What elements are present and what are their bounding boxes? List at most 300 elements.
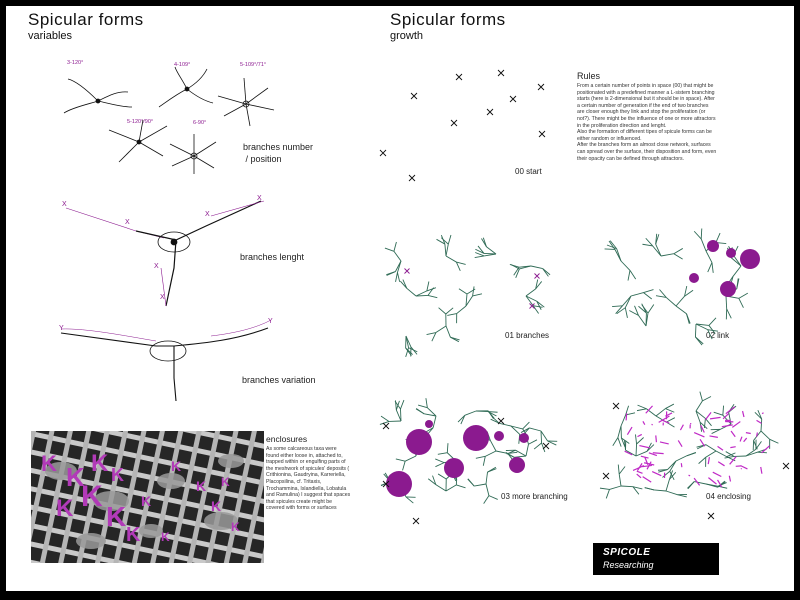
branch-segment bbox=[653, 246, 661, 256]
branch-segment bbox=[400, 400, 403, 409]
branch-segment bbox=[695, 337, 703, 344]
branch-segment bbox=[414, 444, 416, 456]
branch-segment bbox=[406, 348, 409, 357]
branch-segment bbox=[696, 324, 708, 330]
branch-segment bbox=[729, 412, 731, 424]
branch-segment bbox=[615, 249, 621, 261]
branch-segment bbox=[474, 484, 486, 486]
branch-segment bbox=[483, 456, 485, 465]
branch-segment bbox=[731, 247, 732, 257]
branch-segment bbox=[656, 234, 657, 244]
enclosure-edge bbox=[710, 417, 721, 419]
enclosure-edge bbox=[643, 477, 652, 482]
enclosure-edge bbox=[761, 467, 762, 474]
enclosure-edge bbox=[659, 416, 670, 422]
branch-segment bbox=[476, 411, 488, 412]
attractor-circle bbox=[720, 281, 736, 297]
branch-segment bbox=[511, 426, 523, 429]
branch-segment bbox=[466, 296, 473, 306]
enclosure-edge bbox=[740, 437, 742, 442]
branch-segment bbox=[676, 456, 687, 461]
branch-segment bbox=[734, 255, 741, 266]
branch-segment bbox=[718, 486, 727, 488]
enclosure-edge bbox=[746, 433, 751, 434]
branch-segment bbox=[406, 336, 409, 348]
enclosure-edge bbox=[731, 431, 735, 437]
photo-k-marker: K bbox=[111, 465, 124, 485]
branch-segment bbox=[708, 263, 712, 273]
branch-segment bbox=[726, 289, 737, 296]
branch-segment bbox=[456, 262, 465, 264]
attractor-circle bbox=[509, 457, 525, 473]
rules-heading: Rules bbox=[577, 71, 601, 81]
enclosure-edge bbox=[708, 457, 709, 464]
enclosure-edge bbox=[660, 442, 669, 444]
enclosures-title: enclosures bbox=[266, 434, 308, 444]
enclosure-edge bbox=[637, 434, 641, 436]
branch-segment bbox=[380, 421, 389, 424]
branch-segment bbox=[746, 449, 756, 456]
branch-segment bbox=[729, 404, 734, 412]
enclosure-edge bbox=[653, 453, 664, 454]
branch-segment bbox=[396, 410, 401, 421]
branch-segment bbox=[666, 297, 676, 306]
branch-segment bbox=[638, 306, 646, 313]
branch-segment bbox=[548, 441, 557, 445]
branch-segment bbox=[658, 470, 667, 473]
photo-k-marker: K bbox=[161, 530, 170, 544]
right-title: Spicular forms bbox=[390, 10, 506, 29]
branch-segment bbox=[418, 439, 426, 444]
branch-segment bbox=[685, 286, 687, 296]
enclosure-edge bbox=[718, 480, 722, 487]
branch-segment bbox=[395, 400, 396, 410]
form-label-3: 5-109°/71° bbox=[240, 62, 267, 68]
photo-k-marker: K bbox=[171, 458, 182, 474]
x-mark bbox=[603, 473, 609, 479]
branch-segment bbox=[666, 418, 675, 422]
branch-segment bbox=[617, 249, 621, 261]
branch-segment bbox=[621, 261, 630, 270]
branch-segment bbox=[770, 439, 779, 443]
enclosure-edge bbox=[656, 435, 657, 442]
branch-segment bbox=[723, 415, 731, 424]
branch-segment bbox=[631, 293, 644, 296]
branch-segment bbox=[718, 482, 726, 487]
length-marker-4: X bbox=[257, 195, 262, 202]
branch-segment bbox=[669, 470, 672, 479]
branch-segment bbox=[448, 235, 451, 244]
enclosures-photo bbox=[31, 431, 264, 563]
branch-segment bbox=[390, 481, 401, 486]
attractor-circle bbox=[425, 420, 433, 428]
branch-segment bbox=[526, 444, 528, 456]
branch-segment bbox=[621, 415, 626, 426]
branch-segment bbox=[609, 241, 615, 250]
enclosure-edge bbox=[762, 413, 763, 414]
enclosure-edge bbox=[662, 420, 670, 423]
enclosure-edge bbox=[694, 478, 700, 485]
branch-segment bbox=[646, 409, 656, 416]
branch-segment bbox=[508, 453, 514, 461]
branch-segment bbox=[666, 491, 677, 495]
enclosure-edge bbox=[713, 472, 722, 476]
spicule-form-1 bbox=[64, 79, 132, 113]
enclosure-edge bbox=[627, 427, 632, 435]
branch-segment bbox=[519, 434, 520, 444]
branch-segment bbox=[468, 479, 474, 486]
branch-segment bbox=[488, 412, 496, 416]
attractor-circle bbox=[740, 249, 760, 269]
branch-segment bbox=[488, 412, 498, 413]
branch-segment bbox=[425, 428, 433, 433]
branch-segment bbox=[705, 418, 711, 425]
branch-segment bbox=[617, 308, 625, 314]
branch-segment bbox=[626, 406, 629, 415]
enclosure-edge bbox=[649, 453, 657, 456]
branch-segment bbox=[697, 445, 706, 448]
branch-segment bbox=[706, 251, 712, 263]
enclosure-edge bbox=[705, 412, 711, 419]
enclosure-edge bbox=[744, 438, 747, 442]
x-mark bbox=[383, 481, 389, 487]
poster-sheet bbox=[6, 6, 794, 591]
branch-segment bbox=[400, 409, 401, 421]
stage-label-04: 04 enclosing bbox=[706, 492, 751, 501]
branch-segment bbox=[701, 229, 702, 239]
branch-segment bbox=[668, 461, 676, 470]
enclosure-edge bbox=[741, 466, 748, 469]
branch-segment bbox=[473, 286, 474, 295]
branch-segment bbox=[754, 431, 761, 440]
branch-segment bbox=[523, 429, 528, 437]
x-mark bbox=[498, 70, 504, 76]
branch-segment bbox=[618, 438, 621, 447]
branch-segment bbox=[468, 479, 474, 486]
x-mark bbox=[543, 443, 549, 449]
branch-segment bbox=[452, 461, 456, 472]
branch-segment bbox=[435, 463, 444, 467]
branch-segment bbox=[381, 482, 390, 486]
branch-segment bbox=[396, 459, 405, 461]
branch-segment bbox=[519, 266, 531, 267]
branch-segment bbox=[411, 347, 417, 354]
branch-segment bbox=[428, 479, 436, 485]
branch-segment bbox=[481, 239, 486, 247]
branch-segment bbox=[625, 296, 631, 308]
branch-segment bbox=[445, 244, 446, 256]
spicule-form-4 bbox=[109, 120, 167, 162]
label-branches-variation: branches variation bbox=[242, 375, 316, 385]
photo-k-marker: K bbox=[211, 498, 222, 514]
enclosure-edge bbox=[637, 474, 641, 478]
branch-segment bbox=[487, 467, 495, 472]
branch-segment bbox=[450, 337, 458, 342]
branch-segment bbox=[446, 326, 450, 337]
x-mark bbox=[487, 109, 493, 115]
branch-segment bbox=[730, 276, 733, 286]
x-mark bbox=[498, 418, 504, 424]
branch-segment bbox=[704, 418, 705, 428]
branch-segment bbox=[656, 234, 659, 244]
branch-segment bbox=[697, 445, 706, 449]
branch-segment bbox=[491, 419, 500, 423]
branch-segment bbox=[529, 428, 541, 431]
branch-segment bbox=[403, 280, 407, 289]
badge-subtitle: Researching bbox=[603, 560, 654, 570]
branch-segment bbox=[647, 445, 654, 452]
enclosure-edge bbox=[726, 407, 735, 414]
branch-segment bbox=[523, 422, 530, 429]
x-mark bbox=[405, 269, 410, 274]
branch-segment bbox=[727, 457, 736, 461]
branch-segment bbox=[406, 348, 413, 355]
length-marker-1: X bbox=[62, 201, 67, 208]
spicule-form-3 bbox=[218, 78, 274, 126]
branch-segment bbox=[516, 450, 526, 456]
branch-segment bbox=[394, 242, 396, 251]
branch-segment bbox=[758, 410, 762, 419]
branch-segment bbox=[716, 243, 726, 244]
branch-segment bbox=[642, 244, 652, 246]
enclosure-edge bbox=[639, 446, 649, 448]
branch-segment bbox=[646, 313, 648, 326]
branch-segment bbox=[686, 314, 690, 324]
branch-segment bbox=[687, 482, 694, 489]
branch-segment bbox=[511, 426, 520, 434]
attractor-circle bbox=[406, 429, 432, 455]
enclosure-edge bbox=[730, 457, 736, 465]
branch-segment bbox=[433, 476, 436, 485]
branch-segment bbox=[605, 249, 615, 250]
branch-segment bbox=[676, 306, 686, 314]
enclosure-edge bbox=[625, 451, 633, 455]
branch-segment bbox=[406, 497, 413, 503]
branch-segment bbox=[506, 452, 514, 457]
photo-k-marker: K bbox=[41, 451, 57, 476]
photo-k-marker: K bbox=[231, 520, 240, 534]
photo-k-marker: K bbox=[91, 450, 109, 477]
label-branches-number: branches number / position bbox=[243, 142, 314, 164]
branch-segment bbox=[488, 411, 493, 419]
branch-segment bbox=[416, 295, 428, 296]
photo-k-marker: K bbox=[196, 478, 207, 494]
branch-segment bbox=[485, 451, 496, 456]
attractor-circle bbox=[519, 433, 529, 443]
branch-segment bbox=[384, 474, 390, 481]
branch-segment bbox=[446, 485, 456, 491]
branch-segment bbox=[541, 431, 548, 441]
enclosure-edge bbox=[665, 413, 672, 416]
branch-segment bbox=[446, 472, 453, 479]
x-mark bbox=[538, 84, 544, 90]
left-subtitle: variables bbox=[28, 30, 73, 42]
enclosure-edge bbox=[730, 447, 735, 448]
rules-text: From a certain number of points in space (00) that might be positionated with a predefined manner a L-sistem branching starts (here is 2-dimensional but it should be in space). After a certain number of generation if the end of two branches are closer enough they link and stop the proliferation (or not?). There might be the influence of one or more attractors in the proliferation direction and lenght. Also the formation of different tipes of spicule forms can be either random or influenced. After the branches form an almost close network, surfaces can spread over the surface, their disposition and form, even their opacity can be defined through attractors. bbox=[577, 83, 717, 162]
branch-segment bbox=[674, 248, 683, 253]
branch-segment bbox=[720, 424, 731, 429]
enclosure-edge bbox=[678, 440, 682, 446]
enclosure-edge bbox=[652, 472, 661, 476]
branch-segment bbox=[416, 408, 424, 413]
branch-segment bbox=[635, 306, 639, 316]
length-marker-2: X bbox=[125, 219, 130, 226]
enclosure-edge bbox=[642, 465, 652, 466]
branch-segment bbox=[761, 419, 762, 431]
branch-segment bbox=[700, 392, 703, 401]
enclosure-edge bbox=[647, 462, 651, 470]
branch-segment bbox=[635, 434, 636, 444]
enclosure-edge bbox=[689, 475, 691, 476]
branch-segment bbox=[607, 245, 617, 249]
branch-segment bbox=[621, 438, 625, 447]
branch-segment bbox=[482, 437, 491, 441]
badge-title: SPICOLE bbox=[603, 547, 651, 558]
photo-k-marker: K bbox=[56, 495, 74, 522]
enclosure-edge bbox=[637, 471, 643, 473]
branch-segment bbox=[658, 470, 668, 471]
branch-segment bbox=[381, 482, 390, 486]
branch-segment bbox=[706, 445, 716, 451]
branch-segment bbox=[416, 444, 418, 456]
stage-label-03: 03 more branching bbox=[501, 492, 568, 501]
attractor-circle bbox=[689, 273, 699, 283]
photo-k-marker: K bbox=[221, 475, 230, 489]
x-mark bbox=[413, 518, 419, 524]
photo-k-marker: K bbox=[141, 493, 152, 509]
branch-segment bbox=[613, 438, 618, 446]
branch-segment bbox=[486, 472, 487, 484]
branch-segment bbox=[426, 398, 427, 407]
branch-segment bbox=[700, 422, 707, 428]
branch-segment bbox=[616, 306, 623, 314]
enclosure-edge bbox=[626, 413, 627, 420]
branch-segment bbox=[618, 426, 621, 438]
branch-segment bbox=[396, 272, 398, 281]
branch-segment bbox=[406, 348, 412, 356]
branch-segment bbox=[407, 288, 416, 296]
branch-segment bbox=[401, 486, 406, 497]
branch-segment bbox=[486, 247, 496, 254]
x-mark bbox=[411, 93, 417, 99]
branch-segment bbox=[428, 288, 434, 296]
branch-segment bbox=[516, 269, 520, 278]
branch-segment bbox=[659, 290, 666, 298]
branch-segment bbox=[739, 298, 744, 307]
branch-segment bbox=[437, 239, 445, 244]
branch-segment bbox=[395, 261, 401, 272]
branch-segment bbox=[669, 472, 675, 479]
x-mark bbox=[613, 403, 619, 409]
branch-segment bbox=[438, 474, 446, 479]
branch-segment bbox=[439, 308, 446, 314]
branch-segment bbox=[432, 333, 436, 342]
length-marker-5: X bbox=[154, 263, 159, 270]
enclosure-edge bbox=[757, 433, 758, 437]
branch-segment bbox=[446, 256, 456, 262]
enclosure-edge bbox=[732, 422, 740, 428]
branch-segment bbox=[706, 451, 716, 457]
photo-k-marker: K bbox=[81, 480, 103, 513]
enclosure-edge bbox=[743, 411, 744, 417]
branch-segment bbox=[526, 289, 536, 296]
branch-segment bbox=[638, 405, 647, 409]
variation-marker-2: Y bbox=[268, 318, 273, 325]
branch-segment bbox=[662, 471, 669, 477]
branch-segment bbox=[687, 453, 696, 456]
branch-segment bbox=[701, 239, 706, 251]
branch-segment bbox=[654, 490, 666, 491]
x-mark bbox=[783, 463, 789, 469]
branch-segment bbox=[396, 401, 399, 410]
branch-segment bbox=[397, 261, 401, 272]
branch-segment bbox=[441, 235, 445, 244]
enclosure-edge bbox=[723, 414, 728, 419]
branch-segment bbox=[438, 453, 447, 455]
branch-segment bbox=[727, 276, 733, 285]
branch-segment bbox=[487, 431, 490, 440]
branch-segment bbox=[395, 401, 400, 409]
length-marker-6: X bbox=[160, 294, 165, 301]
attractor-circle bbox=[444, 458, 464, 478]
branch-segment bbox=[633, 487, 642, 489]
branch-segment bbox=[459, 289, 467, 294]
branch-segment bbox=[542, 443, 545, 452]
branch-segment bbox=[483, 238, 486, 247]
enclosure-edge bbox=[701, 425, 705, 432]
branch-segment bbox=[755, 412, 762, 419]
branch-segment bbox=[642, 304, 647, 313]
branch-segment bbox=[695, 324, 696, 337]
branch-segment bbox=[642, 305, 648, 313]
enclosure-edge bbox=[644, 463, 654, 465]
branch-segment bbox=[418, 437, 425, 444]
spicule-form-5 bbox=[170, 134, 216, 174]
branch-segment bbox=[696, 411, 700, 422]
branch-segment bbox=[636, 451, 647, 456]
branch-segment bbox=[537, 301, 545, 307]
enclosure-edge bbox=[637, 463, 642, 470]
branch-segment bbox=[427, 282, 429, 291]
branch-segment bbox=[537, 301, 541, 310]
branch-segment bbox=[687, 452, 696, 455]
form-label-5: 6-90° bbox=[193, 120, 207, 126]
form-label-4: 5-120°/90° bbox=[127, 119, 154, 125]
branch-segment bbox=[733, 266, 741, 276]
branch-segment bbox=[709, 318, 716, 326]
branch-segment bbox=[670, 471, 674, 480]
branch-segment bbox=[381, 416, 389, 421]
form-label-1: 3-120° bbox=[67, 60, 84, 66]
enclosure-edge bbox=[700, 439, 704, 446]
branch-segment bbox=[618, 465, 619, 475]
branch-segment bbox=[523, 428, 529, 435]
branch-segment bbox=[452, 472, 457, 480]
branch-segment bbox=[508, 452, 518, 453]
branch-segment bbox=[726, 296, 739, 298]
branch-segment bbox=[536, 281, 542, 288]
branch-segment bbox=[521, 428, 529, 433]
stage-04-enclosing bbox=[600, 392, 789, 519]
branch-segment bbox=[424, 414, 436, 416]
branch-segment bbox=[610, 241, 617, 249]
branch-segment bbox=[645, 488, 654, 490]
branch-segment bbox=[729, 406, 736, 412]
branch-segment bbox=[456, 262, 460, 271]
branch-segment bbox=[441, 238, 448, 245]
branch-segment bbox=[754, 440, 758, 449]
branch-segment bbox=[528, 440, 537, 444]
